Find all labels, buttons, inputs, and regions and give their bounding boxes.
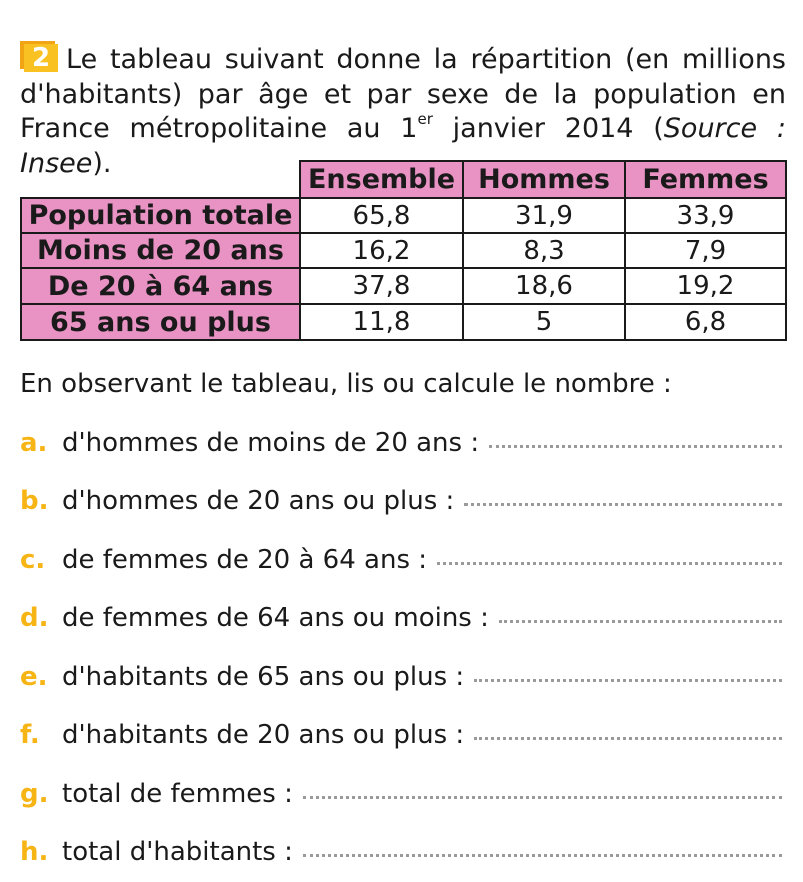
question-item-b bbox=[20, 486, 782, 516]
cell-65plus-femmes: 6,8 bbox=[624, 303, 787, 341]
col-header-hommes: Hommes bbox=[462, 160, 626, 199]
item-text: d'hommes de moins de 20 ans : bbox=[62, 428, 480, 458]
row-header-65-plus: 65 ans ou plus bbox=[20, 303, 301, 341]
answer-blank[interactable] bbox=[489, 445, 782, 448]
cell-65plus-hommes: 5 bbox=[462, 303, 626, 341]
answer-blank[interactable] bbox=[499, 620, 782, 623]
question-item-d bbox=[20, 603, 782, 633]
question-prompt: En observant le tableau, lis ou calcule le nombre : bbox=[20, 369, 672, 399]
item-letter: b. bbox=[20, 486, 49, 516]
question-item-f bbox=[20, 720, 782, 750]
cell-moins20-ensemble: 16,2 bbox=[299, 232, 464, 269]
exercise-number: 2 bbox=[24, 44, 58, 72]
item-text: total d'habitants : bbox=[62, 837, 293, 867]
intro-text-1: Le tableau suivant donne la répartition (en millions d'habitants) par âge et par sexe de la population en France métropolitaine au 1 bbox=[20, 44, 786, 144]
exercise-number-badge bbox=[20, 41, 58, 71]
answer-blank[interactable] bbox=[474, 679, 782, 682]
col-header-ensemble: Ensemble bbox=[299, 160, 464, 199]
cell-total-ensemble: 65,8 bbox=[299, 197, 464, 234]
item-letter: h. bbox=[20, 837, 49, 867]
item-text: d'habitants de 20 ans ou plus : bbox=[62, 720, 465, 750]
intro-source: Source : Insee bbox=[20, 113, 786, 179]
answer-blank[interactable] bbox=[474, 737, 782, 740]
item-text: d'habitants de 65 ans ou plus : bbox=[62, 662, 465, 692]
item-letter: e. bbox=[20, 662, 48, 692]
intro-superscript: er bbox=[417, 110, 433, 128]
intro-text-2: janvier 2014 ( bbox=[432, 113, 664, 144]
cell-moins20-femmes: 7,9 bbox=[624, 232, 787, 269]
question-item-h bbox=[20, 837, 782, 867]
row-header-20-64: De 20 à 64 ans bbox=[20, 267, 301, 305]
row-header-moins-20: Moins de 20 ans bbox=[20, 232, 301, 269]
answer-blank[interactable] bbox=[464, 503, 782, 506]
intro-text-end: ). bbox=[92, 147, 112, 179]
question-item-e bbox=[20, 662, 782, 692]
item-letter: a. bbox=[20, 428, 48, 458]
question-item-g bbox=[20, 779, 782, 809]
item-letter: g. bbox=[20, 779, 49, 809]
item-text: total de femmes : bbox=[62, 779, 293, 809]
cell-20-64-hommes: 18,6 bbox=[462, 267, 626, 305]
question-item-a bbox=[20, 428, 782, 458]
cell-20-64-ensemble: 37,8 bbox=[299, 267, 464, 305]
item-letter: c. bbox=[20, 545, 46, 575]
answer-blank[interactable] bbox=[303, 796, 782, 799]
cell-total-femmes: 33,9 bbox=[624, 197, 787, 234]
row-header-population-totale: Population totale bbox=[20, 197, 301, 234]
item-letter: f. bbox=[20, 720, 40, 750]
item-text: de femmes de 20 à 64 ans : bbox=[62, 545, 428, 575]
cell-65plus-ensemble: 11,8 bbox=[299, 303, 464, 341]
cell-total-hommes: 31,9 bbox=[462, 197, 626, 234]
question-item-c bbox=[20, 545, 782, 575]
col-header-femmes: Femmes bbox=[624, 160, 787, 199]
answer-blank[interactable] bbox=[437, 562, 782, 565]
item-text: d'hommes de 20 ans ou plus : bbox=[62, 486, 455, 516]
item-letter: d. bbox=[20, 603, 49, 633]
answer-blank[interactable] bbox=[303, 854, 782, 857]
cell-20-64-femmes: 19,2 bbox=[624, 267, 787, 305]
cell-moins20-hommes: 8,3 bbox=[462, 232, 626, 269]
item-text: de femmes de 64 ans ou moins : bbox=[62, 603, 489, 633]
